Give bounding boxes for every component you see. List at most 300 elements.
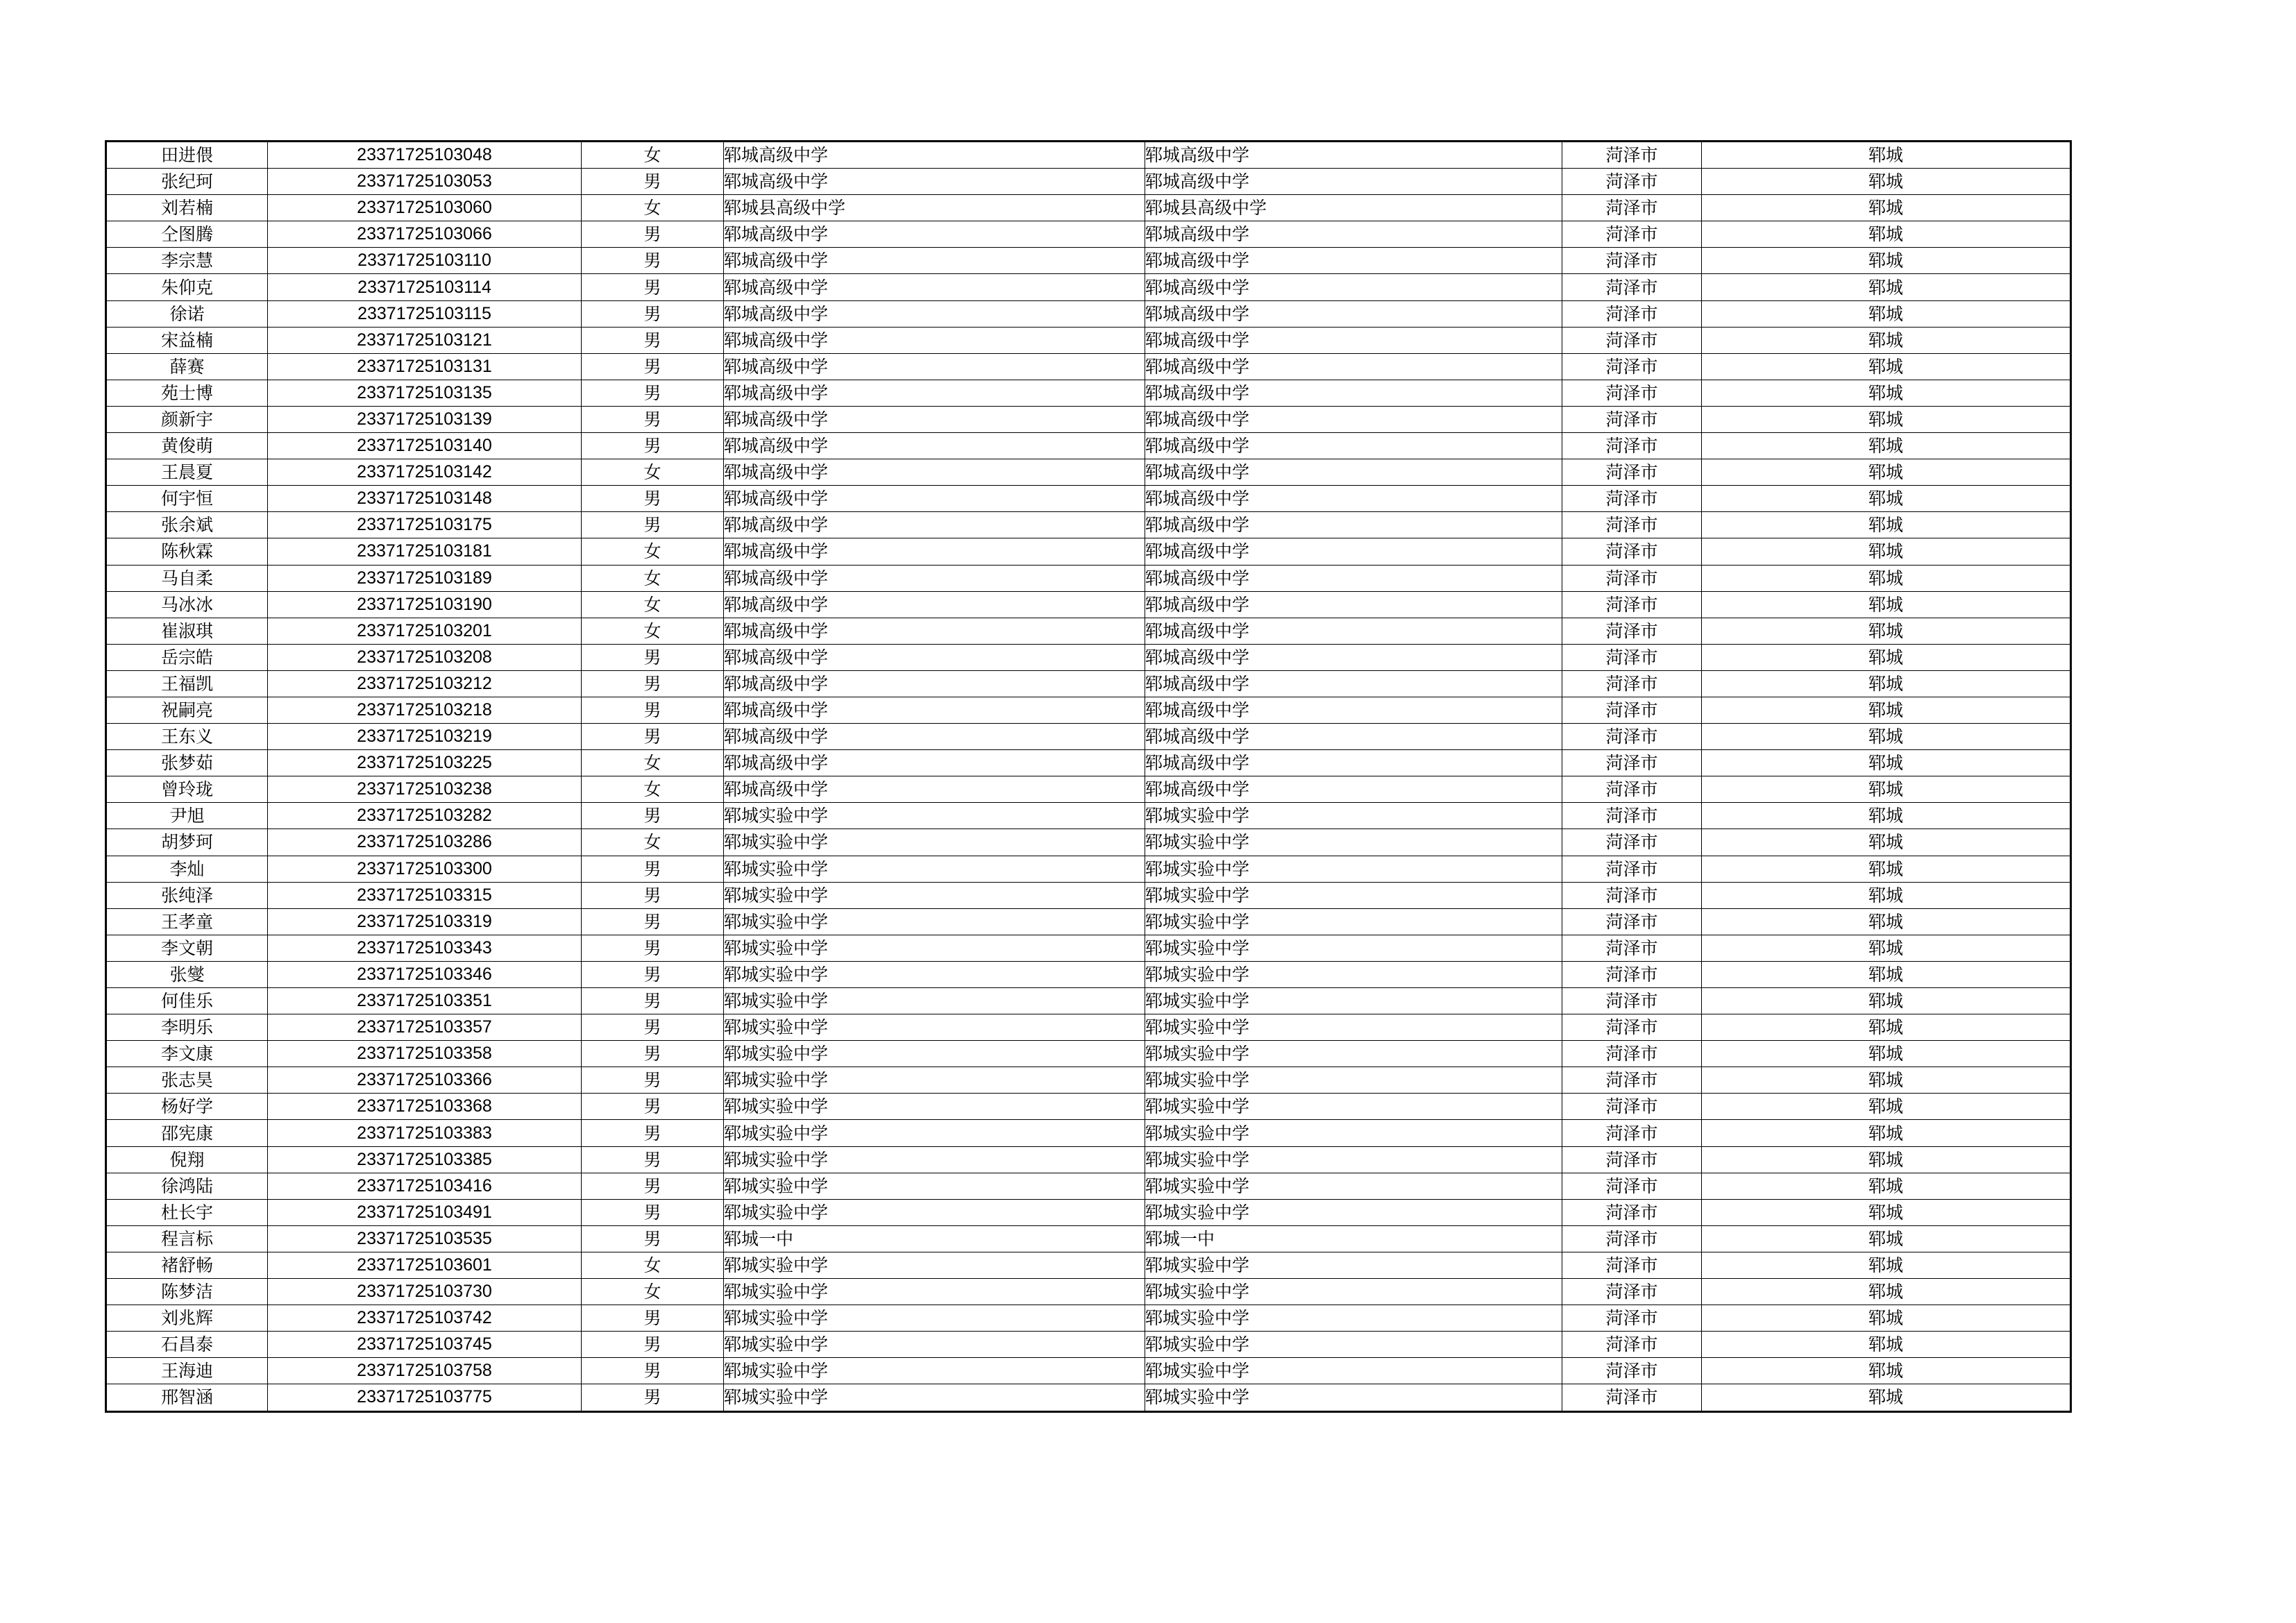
county-cell: 郓城 [1702, 1305, 2071, 1332]
registration-unit-cell: 郓城实验中学 [1145, 803, 1562, 829]
registration-unit-cell: 郓城实验中学 [1145, 1199, 1562, 1225]
table-row [106, 776, 2071, 803]
table-row [106, 406, 2071, 432]
county-cell: 郓城 [1702, 1252, 2071, 1278]
school-cell: 郓城高级中学 [724, 327, 1145, 353]
city-cell: 菏泽市 [1562, 380, 1702, 406]
city-cell: 菏泽市 [1562, 1279, 1702, 1305]
registration-unit-cell: 郓城高级中学 [1145, 670, 1562, 697]
gender-cell: 男 [582, 1067, 724, 1094]
school-cell: 郓城高级中学 [724, 776, 1145, 803]
student-name-cell: 祝嗣亮 [106, 697, 268, 723]
city-cell: 菏泽市 [1562, 274, 1702, 300]
registration-unit-cell: 郓城高级中学 [1145, 565, 1562, 591]
county-cell: 郓城 [1702, 803, 2071, 829]
county-cell: 郓城 [1702, 380, 2071, 406]
school-cell: 郓城实验中学 [724, 1014, 1145, 1041]
county-cell: 郓城 [1702, 908, 2071, 935]
exam-id-cell: 23371725103385 [268, 1146, 582, 1173]
city-cell: 菏泽市 [1562, 1199, 1702, 1225]
exam-id-cell: 23371725103742 [268, 1305, 582, 1332]
school-cell: 郓城实验中学 [724, 1041, 1145, 1067]
table-row [106, 829, 2071, 856]
county-cell: 郓城 [1702, 1358, 2071, 1384]
table-row [106, 724, 2071, 750]
table-row [106, 1146, 2071, 1173]
gender-cell: 男 [582, 988, 724, 1014]
student-name-cell: 宋益楠 [106, 327, 268, 353]
registration-unit-cell: 郓城高级中学 [1145, 512, 1562, 538]
school-cell: 郓城高级中学 [724, 591, 1145, 618]
city-cell: 菏泽市 [1562, 644, 1702, 670]
registration-unit-cell: 郓城高级中学 [1145, 697, 1562, 723]
city-cell: 菏泽市 [1562, 1146, 1702, 1173]
county-cell: 郓城 [1702, 195, 2071, 221]
exam-id-cell: 23371725103357 [268, 1014, 582, 1041]
student-name-cell: 杨好学 [106, 1094, 268, 1120]
table-row [106, 961, 2071, 987]
exam-id-cell: 23371725103131 [268, 353, 582, 380]
student-name-cell: 仝图腾 [106, 221, 268, 248]
gender-cell: 男 [582, 882, 724, 908]
registration-unit-cell: 郓城高级中学 [1145, 591, 1562, 618]
student-name-cell: 徐鸿陆 [106, 1173, 268, 1199]
county-cell: 郓城 [1702, 1094, 2071, 1120]
registration-unit-cell: 郓城实验中学 [1145, 961, 1562, 987]
table-row [106, 988, 2071, 1014]
exam-id-cell: 23371725103282 [268, 803, 582, 829]
gender-cell: 女 [582, 750, 724, 776]
exam-id-cell: 23371725103315 [268, 882, 582, 908]
student-name-cell: 刘若楠 [106, 195, 268, 221]
gender-cell: 男 [582, 300, 724, 327]
table-row [106, 142, 2071, 169]
county-cell: 郓城 [1702, 935, 2071, 961]
city-cell: 菏泽市 [1562, 1014, 1702, 1041]
exam-id-cell: 23371725103189 [268, 565, 582, 591]
exam-id-cell: 23371725103358 [268, 1041, 582, 1067]
gender-cell: 女 [582, 459, 724, 486]
school-cell: 郓城高级中学 [724, 697, 1145, 723]
exam-id-cell: 23371725103300 [268, 856, 582, 882]
city-cell: 菏泽市 [1562, 776, 1702, 803]
gender-cell: 女 [582, 142, 724, 169]
registration-unit-cell: 郓城高级中学 [1145, 776, 1562, 803]
exam-id-cell: 23371725103730 [268, 1279, 582, 1305]
school-cell: 郓城实验中学 [724, 856, 1145, 882]
registration-unit-cell: 郓城实验中学 [1145, 1252, 1562, 1278]
registration-unit-cell: 郓城高级中学 [1145, 169, 1562, 195]
student-name-cell: 胡梦珂 [106, 829, 268, 856]
gender-cell: 男 [582, 169, 724, 195]
school-cell: 郓城实验中学 [724, 1173, 1145, 1199]
registration-unit-cell: 郓城实验中学 [1145, 1384, 1562, 1411]
city-cell: 菏泽市 [1562, 935, 1702, 961]
registration-unit-cell: 郓城实验中学 [1145, 1358, 1562, 1384]
gender-cell: 男 [582, 1094, 724, 1120]
exam-id-cell: 23371725103491 [268, 1199, 582, 1225]
school-cell: 郓城实验中学 [724, 1146, 1145, 1173]
school-cell: 郓城高级中学 [724, 406, 1145, 432]
exam-id-cell: 23371725103053 [268, 169, 582, 195]
table-row [106, 1067, 2071, 1094]
city-cell: 菏泽市 [1562, 195, 1702, 221]
county-cell: 郓城 [1702, 538, 2071, 565]
student-name-cell: 颜新宇 [106, 406, 268, 432]
city-cell: 菏泽市 [1562, 1332, 1702, 1358]
county-cell: 郓城 [1702, 459, 2071, 486]
exam-id-cell: 23371725103346 [268, 961, 582, 987]
student-name-cell: 刘兆辉 [106, 1305, 268, 1332]
registration-unit-cell: 郓城实验中学 [1145, 908, 1562, 935]
city-cell: 菏泽市 [1562, 1094, 1702, 1120]
student-name-cell: 王东义 [106, 724, 268, 750]
registration-unit-cell: 郓城实验中学 [1145, 1279, 1562, 1305]
roster-body [106, 142, 2071, 1412]
county-cell: 郓城 [1702, 1384, 2071, 1411]
gender-cell: 男 [582, 1225, 724, 1252]
gender-cell: 男 [582, 433, 724, 459]
city-cell: 菏泽市 [1562, 221, 1702, 248]
exam-id-cell: 23371725103139 [268, 406, 582, 432]
exam-id-cell: 23371725103048 [268, 142, 582, 169]
school-cell: 郓城实验中学 [724, 803, 1145, 829]
table-row [106, 591, 2071, 618]
student-name-cell: 张余斌 [106, 512, 268, 538]
gender-cell: 女 [582, 1252, 724, 1278]
county-cell: 郓城 [1702, 1225, 2071, 1252]
city-cell: 菏泽市 [1562, 829, 1702, 856]
gender-cell: 男 [582, 961, 724, 987]
student-name-cell: 杜长宇 [106, 1199, 268, 1225]
table-row [106, 353, 2071, 380]
exam-id-cell: 23371725103135 [268, 380, 582, 406]
table-row [106, 1358, 2071, 1384]
registration-unit-cell: 郓城高级中学 [1145, 353, 1562, 380]
city-cell: 菏泽市 [1562, 565, 1702, 591]
city-cell: 菏泽市 [1562, 1120, 1702, 1146]
student-name-cell: 邵宪康 [106, 1120, 268, 1146]
exam-id-cell: 23371725103219 [268, 724, 582, 750]
table-row [106, 1199, 2071, 1225]
school-cell: 郓城高级中学 [724, 353, 1145, 380]
exam-id-cell: 23371725103114 [268, 274, 582, 300]
student-name-cell: 田进偎 [106, 142, 268, 169]
county-cell: 郓城 [1702, 670, 2071, 697]
city-cell: 菏泽市 [1562, 1067, 1702, 1094]
table-row [106, 380, 2071, 406]
registration-unit-cell: 郓城实验中学 [1145, 856, 1562, 882]
gender-cell: 男 [582, 486, 724, 512]
exam-id-cell: 23371725103181 [268, 538, 582, 565]
student-name-cell: 张燮 [106, 961, 268, 987]
city-cell: 菏泽市 [1562, 908, 1702, 935]
student-name-cell: 张志昊 [106, 1067, 268, 1094]
registration-unit-cell: 郓城县高级中学 [1145, 195, 1562, 221]
gender-cell: 男 [582, 1384, 724, 1411]
roster-table [105, 140, 2072, 1413]
registration-unit-cell: 郓城高级中学 [1145, 327, 1562, 353]
school-cell: 郓城高级中学 [724, 459, 1145, 486]
table-row [106, 169, 2071, 195]
registration-unit-cell: 郓城高级中学 [1145, 380, 1562, 406]
city-cell: 菏泽市 [1562, 406, 1702, 432]
table-row [106, 1094, 2071, 1120]
gender-cell: 男 [582, 724, 724, 750]
registration-unit-cell: 郓城实验中学 [1145, 1041, 1562, 1067]
school-cell: 郓城高级中学 [724, 142, 1145, 169]
exam-id-cell: 23371725103758 [268, 1358, 582, 1384]
exam-id-cell: 23371725103351 [268, 988, 582, 1014]
school-cell: 郓城实验中学 [724, 1358, 1145, 1384]
county-cell: 郓城 [1702, 644, 2071, 670]
city-cell: 菏泽市 [1562, 486, 1702, 512]
county-cell: 郓城 [1702, 1279, 2071, 1305]
school-cell: 郓城实验中学 [724, 1252, 1145, 1278]
table-row [106, 644, 2071, 670]
table-row [106, 1173, 2071, 1199]
table-row [106, 274, 2071, 300]
county-cell: 郓城 [1702, 776, 2071, 803]
student-name-cell: 徐诺 [106, 300, 268, 327]
city-cell: 菏泽市 [1562, 300, 1702, 327]
registration-unit-cell: 郓城高级中学 [1145, 433, 1562, 459]
student-name-cell: 邢智涵 [106, 1384, 268, 1411]
city-cell: 菏泽市 [1562, 1225, 1702, 1252]
exam-id-cell: 23371725103745 [268, 1332, 582, 1358]
gender-cell: 男 [582, 935, 724, 961]
student-name-cell: 程言标 [106, 1225, 268, 1252]
exam-id-cell: 23371725103383 [268, 1120, 582, 1146]
gender-cell: 男 [582, 908, 724, 935]
school-cell: 郓城县高级中学 [724, 195, 1145, 221]
county-cell: 郓城 [1702, 882, 2071, 908]
exam-id-cell: 23371725103775 [268, 1384, 582, 1411]
exam-id-cell: 23371725103416 [268, 1173, 582, 1199]
table-row [106, 433, 2071, 459]
school-cell: 郓城高级中学 [724, 538, 1145, 565]
registration-unit-cell: 郓城实验中学 [1145, 1173, 1562, 1199]
school-cell: 郓城实验中学 [724, 1067, 1145, 1094]
city-cell: 菏泽市 [1562, 961, 1702, 987]
student-name-cell: 张纪珂 [106, 169, 268, 195]
school-cell: 郓城高级中学 [724, 644, 1145, 670]
table-row [106, 512, 2071, 538]
city-cell: 菏泽市 [1562, 512, 1702, 538]
exam-id-cell: 23371725103208 [268, 644, 582, 670]
county-cell: 郓城 [1702, 406, 2071, 432]
city-cell: 菏泽市 [1562, 724, 1702, 750]
exam-id-cell: 23371725103066 [268, 221, 582, 248]
gender-cell: 女 [582, 565, 724, 591]
county-cell: 郓城 [1702, 169, 2071, 195]
gender-cell: 女 [582, 776, 724, 803]
table-row [106, 1120, 2071, 1146]
county-cell: 郓城 [1702, 1146, 2071, 1173]
registration-unit-cell: 郓城高级中学 [1145, 618, 1562, 644]
city-cell: 菏泽市 [1562, 169, 1702, 195]
county-cell: 郓城 [1702, 1041, 2071, 1067]
exam-id-cell: 23371725103121 [268, 327, 582, 353]
table-row [106, 750, 2071, 776]
table-row [106, 327, 2071, 353]
county-cell: 郓城 [1702, 697, 2071, 723]
exam-id-cell: 23371725103212 [268, 670, 582, 697]
table-row [106, 882, 2071, 908]
table-row [106, 1041, 2071, 1067]
city-cell: 菏泽市 [1562, 670, 1702, 697]
exam-id-cell: 23371725103366 [268, 1067, 582, 1094]
city-cell: 菏泽市 [1562, 1041, 1702, 1067]
county-cell: 郓城 [1702, 1199, 2071, 1225]
table-row [106, 935, 2071, 961]
city-cell: 菏泽市 [1562, 433, 1702, 459]
gender-cell: 男 [582, 1199, 724, 1225]
gender-cell: 男 [582, 803, 724, 829]
school-cell: 郓城一中 [724, 1225, 1145, 1252]
student-name-cell: 朱仰克 [106, 274, 268, 300]
school-cell: 郓城高级中学 [724, 380, 1145, 406]
city-cell: 菏泽市 [1562, 142, 1702, 169]
student-name-cell: 何佳乐 [106, 988, 268, 1014]
city-cell: 菏泽市 [1562, 697, 1702, 723]
school-cell: 郓城实验中学 [724, 1332, 1145, 1358]
school-cell: 郓城实验中学 [724, 935, 1145, 961]
gender-cell: 男 [582, 512, 724, 538]
table-row [106, 1014, 2071, 1041]
table-row [106, 856, 2071, 882]
gender-cell: 女 [582, 1279, 724, 1305]
student-name-cell: 倪翔 [106, 1146, 268, 1173]
registration-unit-cell: 郓城实验中学 [1145, 1014, 1562, 1041]
gender-cell: 女 [582, 195, 724, 221]
student-name-cell: 李文朝 [106, 935, 268, 961]
city-cell: 菏泽市 [1562, 1252, 1702, 1278]
county-cell: 郓城 [1702, 221, 2071, 248]
gender-cell: 男 [582, 1120, 724, 1146]
school-cell: 郓城高级中学 [724, 670, 1145, 697]
gender-cell: 女 [582, 538, 724, 565]
gender-cell: 男 [582, 1014, 724, 1041]
county-cell: 郓城 [1702, 1014, 2071, 1041]
student-name-cell: 薛赛 [106, 353, 268, 380]
student-name-cell: 张纯泽 [106, 882, 268, 908]
gender-cell: 男 [582, 327, 724, 353]
gender-cell: 男 [582, 1041, 724, 1067]
county-cell: 郓城 [1702, 750, 2071, 776]
student-name-cell: 马自柔 [106, 565, 268, 591]
school-cell: 郓城实验中学 [724, 1279, 1145, 1305]
school-cell: 郓城实验中学 [724, 908, 1145, 935]
student-name-cell: 王晨夏 [106, 459, 268, 486]
school-cell: 郓城高级中学 [724, 750, 1145, 776]
city-cell: 菏泽市 [1562, 1305, 1702, 1332]
registration-unit-cell: 郓城高级中学 [1145, 300, 1562, 327]
table-row [106, 195, 2071, 221]
county-cell: 郓城 [1702, 274, 2071, 300]
registration-unit-cell: 郓城实验中学 [1145, 1120, 1562, 1146]
gender-cell: 男 [582, 1332, 724, 1358]
registration-unit-cell: 郓城实验中学 [1145, 935, 1562, 961]
gender-cell: 男 [582, 670, 724, 697]
exam-id-cell: 23371725103115 [268, 300, 582, 327]
city-cell: 菏泽市 [1562, 538, 1702, 565]
student-name-cell: 李灿 [106, 856, 268, 882]
school-cell: 郓城高级中学 [724, 221, 1145, 248]
gender-cell: 男 [582, 1305, 724, 1332]
city-cell: 菏泽市 [1562, 248, 1702, 274]
gender-cell: 男 [582, 1173, 724, 1199]
county-cell: 郓城 [1702, 565, 2071, 591]
school-cell: 郓城实验中学 [724, 988, 1145, 1014]
county-cell: 郓城 [1702, 486, 2071, 512]
gender-cell: 女 [582, 829, 724, 856]
registration-unit-cell: 郓城实验中学 [1145, 988, 1562, 1014]
registration-unit-cell: 郓城高级中学 [1145, 724, 1562, 750]
county-cell: 郓城 [1702, 988, 2071, 1014]
registration-unit-cell: 郓城高级中学 [1145, 248, 1562, 274]
gender-cell: 男 [582, 1358, 724, 1384]
gender-cell: 男 [582, 248, 724, 274]
table-row [106, 221, 2071, 248]
school-cell: 郓城实验中学 [724, 829, 1145, 856]
table-row [106, 459, 2071, 486]
registration-unit-cell: 郓城高级中学 [1145, 538, 1562, 565]
exam-id-cell: 23371725103142 [268, 459, 582, 486]
school-cell: 郓城高级中学 [724, 724, 1145, 750]
student-name-cell: 李宗慧 [106, 248, 268, 274]
school-cell: 郓城高级中学 [724, 433, 1145, 459]
city-cell: 菏泽市 [1562, 856, 1702, 882]
registration-unit-cell: 郓城高级中学 [1145, 142, 1562, 169]
student-name-cell: 崔淑琪 [106, 618, 268, 644]
school-cell: 郓城实验中学 [724, 1199, 1145, 1225]
exam-id-cell: 23371725103218 [268, 697, 582, 723]
registration-unit-cell: 郓城高级中学 [1145, 274, 1562, 300]
city-cell: 菏泽市 [1562, 988, 1702, 1014]
gender-cell: 男 [582, 406, 724, 432]
city-cell: 菏泽市 [1562, 618, 1702, 644]
table-row [106, 1279, 2071, 1305]
gender-cell: 女 [582, 591, 724, 618]
exam-id-cell: 23371725103201 [268, 618, 582, 644]
county-cell: 郓城 [1702, 1332, 2071, 1358]
table-row [106, 1225, 2071, 1252]
county-cell: 郓城 [1702, 1120, 2071, 1146]
exam-id-cell: 23371725103110 [268, 248, 582, 274]
city-cell: 菏泽市 [1562, 591, 1702, 618]
city-cell: 菏泽市 [1562, 1384, 1702, 1411]
registration-unit-cell: 郓城高级中学 [1145, 486, 1562, 512]
student-name-cell: 石昌泰 [106, 1332, 268, 1358]
registration-unit-cell: 郓城实验中学 [1145, 829, 1562, 856]
gender-cell: 男 [582, 644, 724, 670]
student-name-cell: 张梦茹 [106, 750, 268, 776]
county-cell: 郓城 [1702, 512, 2071, 538]
county-cell: 郓城 [1702, 142, 2071, 169]
student-name-cell: 马冰冰 [106, 591, 268, 618]
county-cell: 郓城 [1702, 961, 2071, 987]
gender-cell: 男 [582, 697, 724, 723]
registration-unit-cell: 郓城高级中学 [1145, 221, 1562, 248]
table-row [106, 1252, 2071, 1278]
county-cell: 郓城 [1702, 327, 2071, 353]
exam-id-cell: 23371725103343 [268, 935, 582, 961]
student-name-cell: 尹旭 [106, 803, 268, 829]
county-cell: 郓城 [1702, 829, 2071, 856]
exam-id-cell: 23371725103148 [268, 486, 582, 512]
county-cell: 郓城 [1702, 1173, 2071, 1199]
